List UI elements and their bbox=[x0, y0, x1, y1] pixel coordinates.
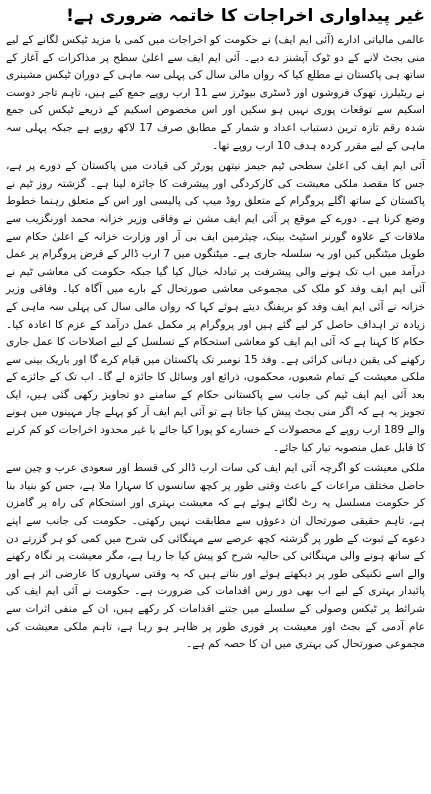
article-paragraph: عالمی مالیاتی ادارے (آئی ایم ایف) نے حکومت کو اخراجات میں کمی یا مزید ٹیکس لگانے کے لیے منی بجٹ لانے کے دو ٹوک آپشنز دے دیے۔ آئی ایم ایف سے اعلیٰ سطح پر مذاکرات کے آغاز کے ساتھ ہی پاکستان نے مطلع کیا کہ رواں مالی سال کی پہلی سہ ماہی کے دوران ٹیکس مشینری نے ریٹیلرز، تھوک فروشوں اور ڈسٹری بیوٹرز سے 11 ارب روپے جمع کیے ہیں، تاہم تاجر دوست اسکیم سے توقعات پوری نہیں ہو سکیں اور اس مخصوص اسکیم کے ذریعے ٹیکس کی جمع شدہ رقم تازہ ترین دستیاب اعداد و شمار کے مطابق صرف 17 لاکھ روپے ہے جبکہ پہلی سہ ماہی کے لیے مقرر کردہ ہدف 10 ارب روپے تھا۔ bbox=[6, 34, 425, 152]
article-body bbox=[6, 32, 425, 654]
article-headline: غیر پیداواری اخراجات کا خاتمہ ضروری ہے! bbox=[66, 6, 425, 26]
article-paragraph: آئی ایم ایف کی اعلیٰ سطحی ٹیم جیمز نیتھن پورٹر کی قیادت میں پاکستان کے دورے پر ہے، جس کا مقصد ملکی معیشت کی کارکردگی اور پیشرفت کا جائزہ لینا ہے۔ گزشتہ روز ٹیم نے پاکستان کے ساتھ اگلے پروگرام کے متعلق روڈ میپ کی پالیسی اور اس کے متعلق رہنما خطوط وضع کرنا ہے۔ دورے کے موقع پر آئی ایم ایف مشن نے وفاقی وزیر خزانہ محمد اورنگزیب سے ملاقات کے علاوہ گورنر اسٹیٹ بینک، چیئرمین ایف بی آر اور وزارت خزانہ کے اعلیٰ حکام سے طویل میٹنگیں کیں اور یہ سلسلہ جاری ہے۔ میٹنگوں میں 7 ارب ڈالر کے قرض پروگرام پر عمل درآمد میں اب تک ہونے والی پیشرفت پر تبادلہ خیال کیا گیا جبکہ حکومت کی معاشی ٹیم نے آئی ایم ایف وفد کو ملک کی مجموعی معاشی صورتحال کے بارے میں آگاہ کیا۔ وفاقی وزیر خزانہ نے آئی ایم ایف وفد کو بریفنگ دیتے ہوئے کہا کہ رواں مالی سال کی پہلی سہ ماہی کے زیادہ تر اہداف حاصل کر لیے گئے ہیں اور پروگرام پر مکمل عمل درآمد کے عزم کا اعادہ کیا۔ حکام کا کہنا ہے کہ آئی ایم ایف کو معاشی استحکام کے تسلسل کے لیے اصلاحات کا عمل جاری رکھنے کی یقین دہانی کرائی ہے۔ وفد 15 نومبر تک پاکستان میں قیام کرے گا اور باریک بینی سے ملکی معیشت کے تمام شعبوں، محکموں، ذرائع اور وسائل کا جائزہ لے گا۔ اب تک کے جائزے کے بعد آئی ایم ایف ٹیم کی جانب سے پاکستانی حکام کے سامنے دو تجاویز رکھی گئی ہیں، ایک تجویز یہ ہے کہ اگر منی بجٹ پیش کیا جاتا ہے تو آئی ایم ایف آر کو پہلے چار مہینوں میں ہونے والے 189 ارب روپے کے محصولات کے خسارے کو پورا کیا جائے یا غیر محدود اخراجات کو کم کرنے کا قابل عمل منصوبہ تیار کیا جائے۔ bbox=[6, 160, 425, 454]
article-paragraph: ملکی معیشت کو اگرچہ آئی ایم ایف کی سات ارب ڈالر کی قسط اور سعودی عرب و چین سے حاصل مختلف مراعات کے باعث وقتی طور پر کچھ سانسوں کا سہارا ملا ہے، جس کو بنیاد بنا کر حکومت مسلسل یہ رٹ لگائے ہوئے ہے کہ معیشت بہتری اور استحکام کی راہ پر گامزن ہے، تاہم حقیقی صورتحال ان دعوؤں سے مطابقت نہیں رکھتی۔ حکومت کی جانب سے اپنے دعوے کے ثبوت کے طور پر گزشتہ کچھ عرصے سے مہنگائی کی شرح میں کمی کو ہر گزرتے دن کے ساتھ ہونے والی مہنگائی کی حالیہ شرح کو پیش کیا جا رہا ہے، مگر معیشت پر نگاہ رکھنے والے اسے تکنیکی طور پر دیکھتے ہوئے اور بتاتے ہیں کہ یہ وقتی سہاروں کا عارضی اثر ہے اور پائیدار بہتری کے لیے اب بھی دور رس اقدامات کی ضرورت ہے۔ حکومت نے آئی ایم ایف کی شرائط پر ٹیکس وصولی کے سلسلے میں جتنے اقدامات کر رکھے ہیں، ان کے منفی اثرات سے عام آدمی کے بجٹ اور معیشت پر فوری طور پر ظاہر ہو رہا ہے، تاہم ملکی معیشت کی مجموعی صورتحال کی بہتری میں ان کا حصہ کم ہے۔ bbox=[6, 462, 425, 651]
